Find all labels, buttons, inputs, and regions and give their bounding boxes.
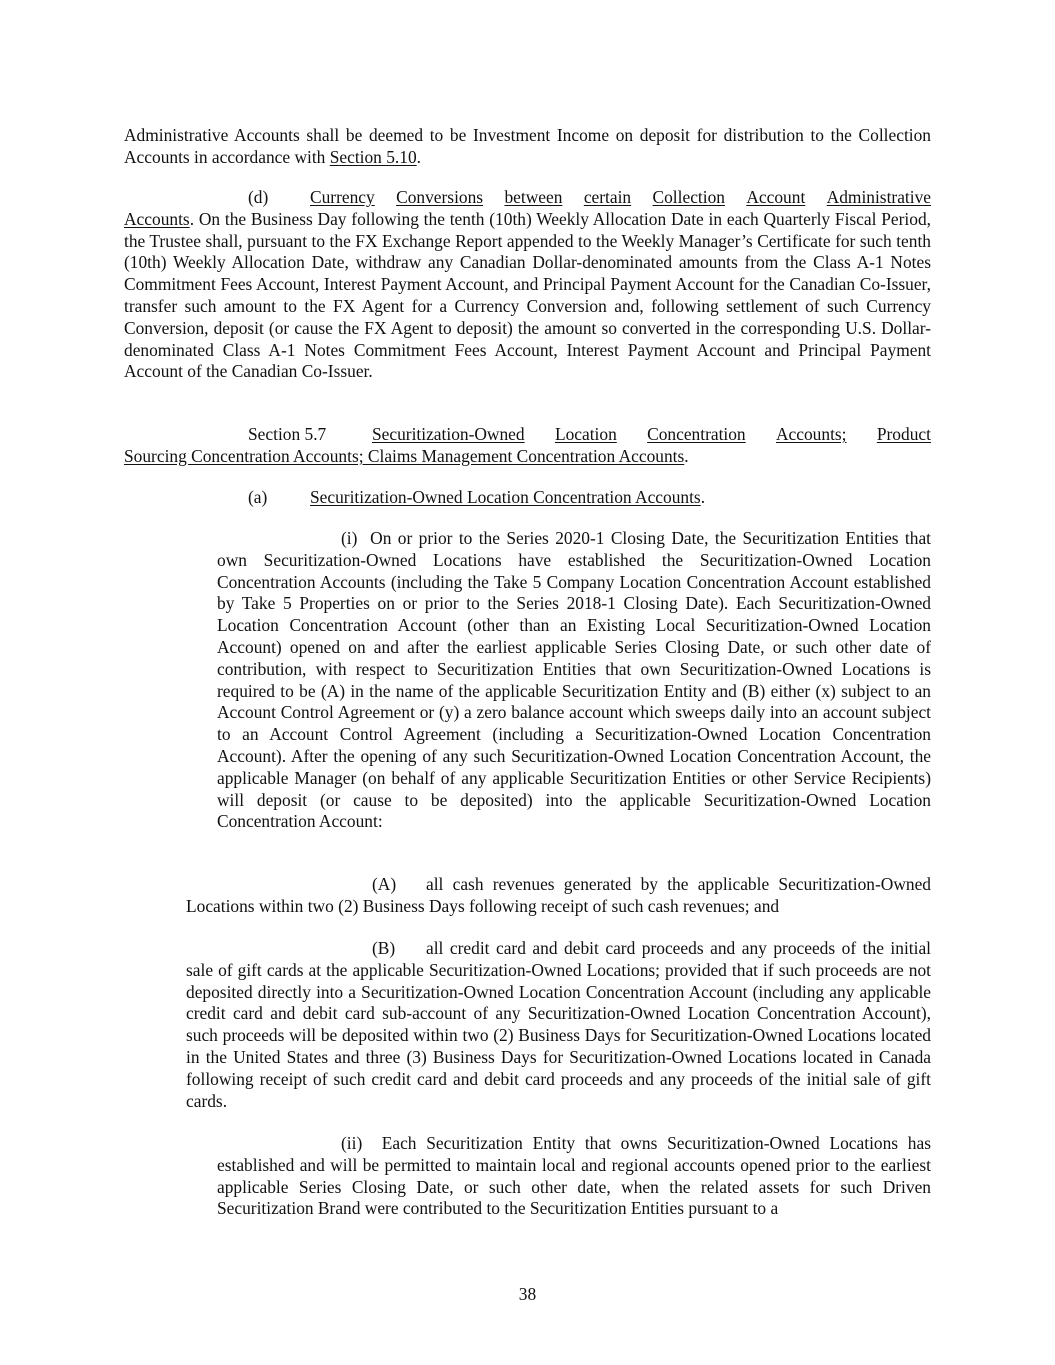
paragraph-A-text: all cash revenues generated by the applicable Securitization-Owned Locations within two (2) Business Days following receipt of such cash revenues; and [186,874,931,916]
paragraph-i-text: On or prior to the Series 2020-1 Closing Date, the Securitization Entities that own Securitization-Owned Locations have established the Securitization-Owned Location Concentration Accounts (including the Take 5 Company Location Concentration Account established by Take 5 Properties on or prior to the Series 2018-1 Closing Date). Each Securitization-Owned Location Concentration Account (other than an Existing Local Securitization-Owned Location Account) opened on and after the earliest applicable Series Closing Date, or such other date of contribution, with respect to Securitization Entities that own Securitization-Owned Locations is required to be (A) in the name of the applicable Securitization Entity and (B) either (x) subject to an Account Control Agreement or (y) a zero balance account which sweeps daily into an account subject to an Account Control Agreement (including a Securitization-Owned Location Concentration Account). After the opening of any such Securitization-Owned Location Concentration Account, the applicable Manager (on behalf of any applicable Securitization Entities or other Service Recipients) will deposit (or cause to be deposited) into the applicable Securitization-Owned Location Concentration Account: [217,528,932,832]
paragraph-A-label: (A) [372,874,397,894]
paragraph-B-text: all credit card and debit card proceeds and any proceeds of the initial sale of gift cards at the applicable Securitization-Owned Locations; provided that if such proceeds are not deposited directly into a Securitization-Owned Location Concentration Account (including any applicable credit card and debit card sub-account of any Securitization-Owned Location Concentration Account), such proceeds will be deposited within two (2) Business Days for Securitization-Owned Locations located in the United States and three (3) Business Days for Securitization-Owned Locations located in Canada following receipt of such credit card and debit card proceeds and any proceeds of the initial sale of gift cards. [186,938,931,1111]
paragraph-a-title: Securitization-Owned Location Concentration Accounts [310,487,701,507]
paragraph-ii-label: (ii) [341,1133,363,1153]
section-5-7-label: Section 5.7 [248,424,327,444]
paragraph-B [186,938,931,1112]
section-5-10-reference: Section 5.10 [329,146,417,167]
section-5-7-heading: Section 5.7 Securitization-Owned Location Concentration Accounts; Product Sourcing Concentration Accounts; Claims Management Concentration Accounts. [124,424,931,466]
section-5-7-title-line1: Securitization-Owned Location Concentration Accounts; Product [372,424,931,444]
paragraph-d [124,187,931,383]
paragraph-d-heading-line2: Accounts [124,208,190,229]
paragraph-a-label: (a) [248,487,268,507]
paragraph-d-heading-line1: Currency Conversions between certain Collection Account Administrative [310,187,931,207]
paragraph-continuation: Administrative Accounts shall be deemed to be Investment Income on deposit for distribution to the Collection Accounts in accordance with Section 5.10. [124,125,931,167]
paragraph-B-label: (B) [372,938,396,958]
page-number: 38 [518,1284,537,1304]
paragraph-A [186,874,931,918]
paragraph-a-heading: (a) Securitization-Owned Location Concentration Accounts. [248,487,706,507]
paragraph-ii [217,1133,931,1220]
paragraph-i [217,528,931,833]
paragraph-i-label: (i) [341,528,358,548]
paragraph-d-label: (d) [248,187,269,207]
section-5-7-title-line2: Sourcing Concentration Accounts; Claims Management Concentration Accounts [124,445,685,466]
paragraph-d-body: . On the Business Day following the tenth (10th) Weekly Allocation Date in each Quarterly Fiscal Period, the Trustee shall, pursuant to the FX Exchange Report appended to the Weekly Manager’s Certificate for such tenth (10th) Weekly Allocation Date, withdraw any Canadian Dollar-denominated amounts from the Class A-1 Notes Commitment Fees Account, Interest Payment Account, and Principal Payment Account for the Canadian Co-Issuer, transfer such amount to the FX Agent for a Currency Conversion and, following settlement of such Currency Conversion, deposit (or cause the FX Agent to deposit) the amount so converted in the corresponding U.S. Dollar-denominated Class A-1 Notes Commitment Fees Account, Interest Payment Account and Principal Payment Account of the Canadian Co-Issuer. [124,208,931,382]
paragraph-ii-text: Each Securitization Entity that owns Securitization-Owned Locations has established and will be permitted to maintain local and regional accounts opened prior to the earliest applicable Series Closing Date, or such other date, when the related assets for such Driven Securitization Brand were contributed to the Securitization Entities pursuant to a [217,1133,931,1219]
